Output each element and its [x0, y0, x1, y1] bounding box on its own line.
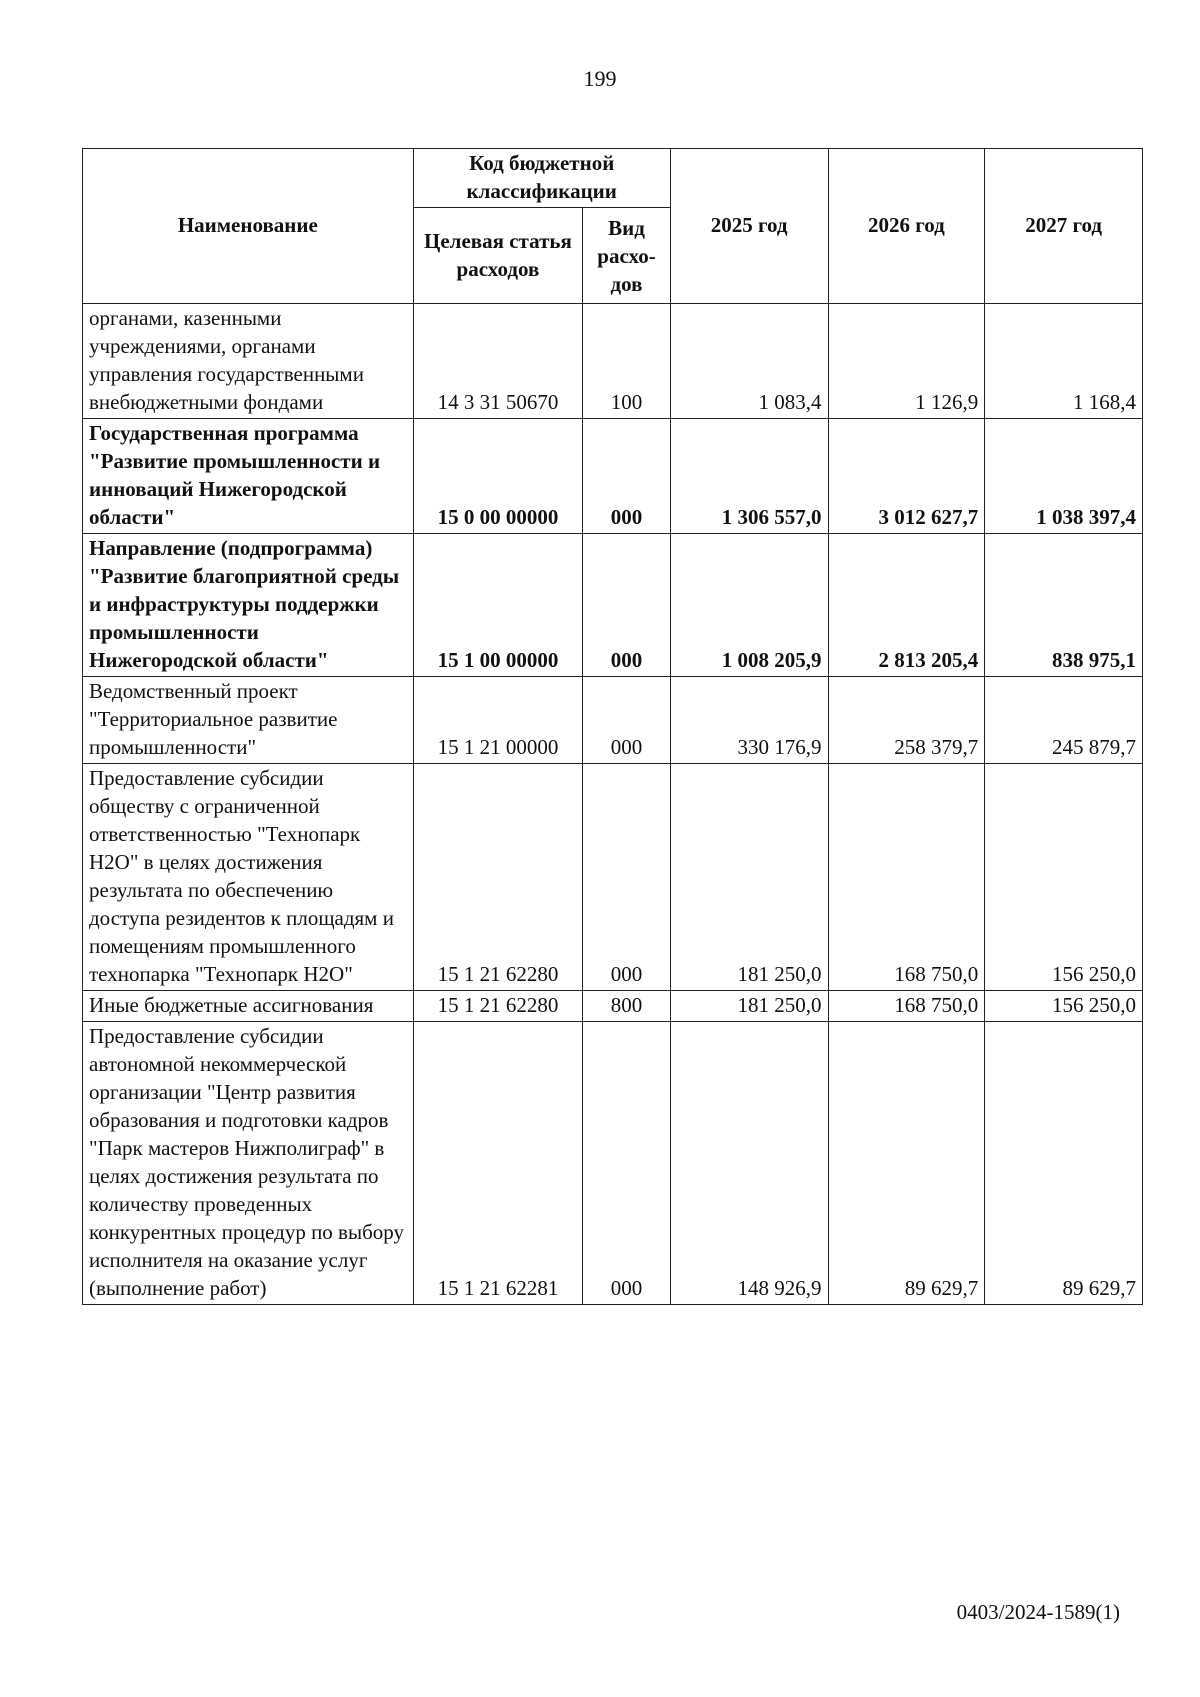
row-value-2025: 1 306 557,0	[670, 419, 828, 534]
row-value-2027: 838 975,1	[985, 534, 1143, 677]
row-value-2026: 2 813 205,4	[828, 534, 985, 677]
page-number: 199	[583, 66, 617, 91]
row-value-2026: 89 629,7	[828, 1022, 985, 1305]
table-body	[83, 304, 1143, 1305]
row-value-2027: 1 168,4	[985, 304, 1143, 419]
header-year-2026: 2026 год	[828, 149, 985, 304]
row-type: 000	[583, 1022, 671, 1305]
row-value-2027: 156 250,0	[985, 764, 1143, 991]
table-row	[83, 991, 1143, 1022]
row-type: 000	[583, 419, 671, 534]
row-code: 15 1 21 00000	[413, 677, 583, 764]
row-name: Государственная программа "Развитие промышленности и инноваций Нижегородской области"	[83, 419, 414, 534]
row-value-2026: 3 012 627,7	[828, 419, 985, 534]
row-value-2027: 89 629,7	[985, 1022, 1143, 1305]
document-code: 0403/2024-1589(1)	[956, 1600, 1120, 1624]
header-target-article: Целевая статья расходов	[413, 208, 583, 304]
row-type: 000	[583, 764, 671, 991]
row-value-2025: 181 250,0	[670, 764, 828, 991]
row-type: 000	[583, 677, 671, 764]
row-code: 15 0 00 00000	[413, 419, 583, 534]
table-row	[83, 534, 1143, 677]
row-code: 15 1 00 00000	[413, 534, 583, 677]
row-value-2025: 148 926,9	[670, 1022, 828, 1305]
row-name: Ведомственный проект "Территориальное развитие промышленности"	[83, 677, 414, 764]
header-year-2027: 2027 год	[985, 149, 1143, 304]
table-row	[83, 1022, 1143, 1305]
row-type: 800	[583, 991, 671, 1022]
row-code: 14 3 31 50670	[413, 304, 583, 419]
row-name: Предоставление субсидии автономной некоммерческой организации "Центр развития образования и подготовки кадров "Парк мастеров Нижполиграф" в целях достижения результата по количеству проведенных конкурентных процедур по выбору исполнителя на оказание услуг (выполнение работ)	[83, 1022, 414, 1305]
row-code: 15 1 21 62280	[413, 764, 583, 991]
header-year-2025: 2025 год	[670, 149, 828, 304]
row-type: 100	[583, 304, 671, 419]
row-type: 000	[583, 534, 671, 677]
row-value-2025: 330 176,9	[670, 677, 828, 764]
table-header	[83, 149, 1143, 304]
row-value-2025: 1 083,4	[670, 304, 828, 419]
row-code: 15 1 21 62280	[413, 991, 583, 1022]
header-budget-code-group: Код бюджетной классификации	[413, 149, 670, 208]
row-name: Направление (подпрограмма) "Развитие благоприятной среды и инфраструктуры поддержки промышленности Нижегородской области"	[83, 534, 414, 677]
row-value-2026: 168 750,0	[828, 991, 985, 1022]
row-value-2027: 245 879,7	[985, 677, 1143, 764]
table-row	[83, 677, 1143, 764]
row-value-2026: 258 379,7	[828, 677, 985, 764]
row-value-2025: 181 250,0	[670, 991, 828, 1022]
header-expense-type: Вид расхо-дов	[583, 208, 671, 304]
row-name: Предоставление субсидии обществу с ограниченной ответственностью "Технопарк Н2О" в целях достижения результата по обеспечению доступа резидентов к площадям и помещениям промышленного технопарка "Технопарк Н2О"	[83, 764, 414, 991]
table-row	[83, 764, 1143, 991]
row-name: органами, казенными учреждениями, органами управления государственными внебюджетными фондами	[83, 304, 414, 419]
header-name: Наименование	[83, 149, 414, 304]
row-code: 15 1 21 62281	[413, 1022, 583, 1305]
row-value-2027: 1 038 397,4	[985, 419, 1143, 534]
row-name: Иные бюджетные ассигнования	[83, 991, 414, 1022]
row-value-2025: 1 008 205,9	[670, 534, 828, 677]
table-row	[83, 419, 1143, 534]
budget-table	[82, 148, 1143, 1305]
row-value-2026: 168 750,0	[828, 764, 985, 991]
row-value-2027: 156 250,0	[985, 991, 1143, 1022]
table-row	[83, 304, 1143, 419]
row-value-2026: 1 126,9	[828, 304, 985, 419]
